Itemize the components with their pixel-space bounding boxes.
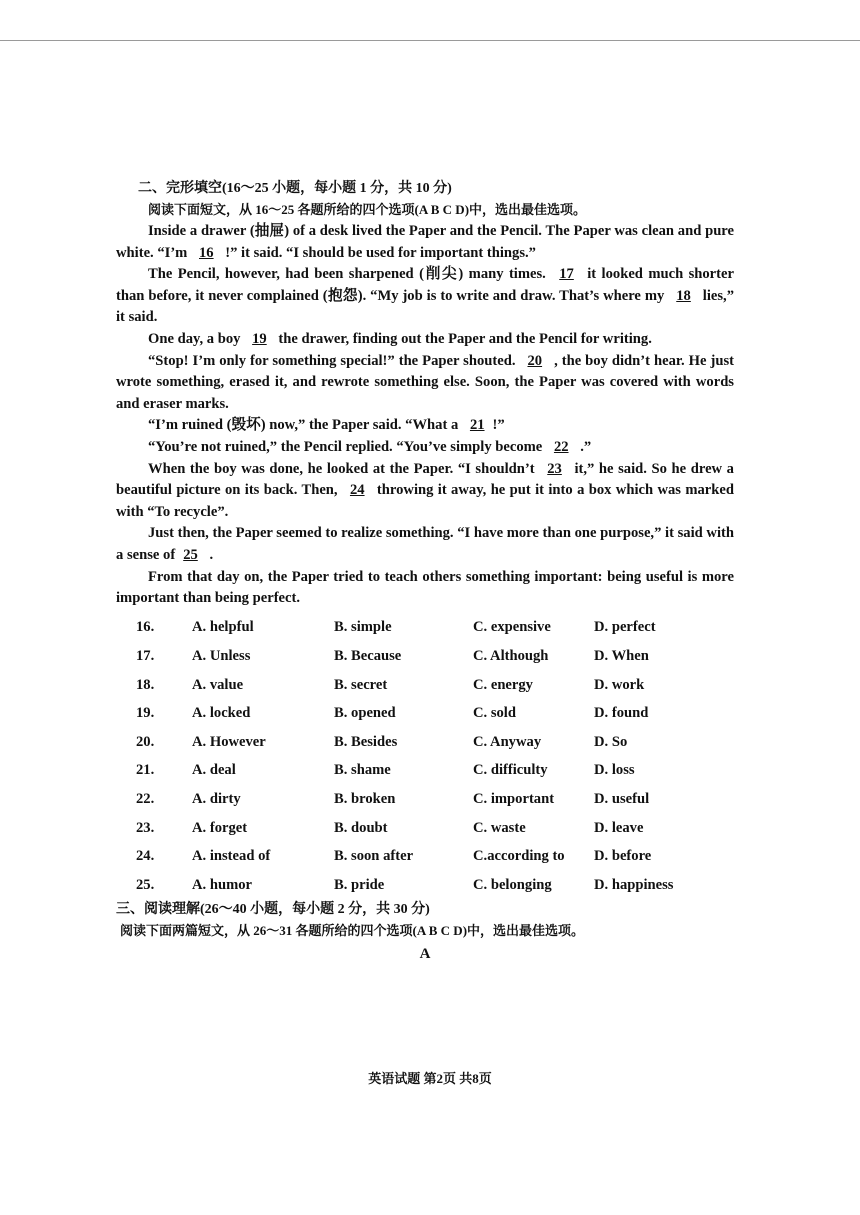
page-footer: 英语试题 第2页 共8页 [368, 1071, 492, 1086]
question-number: 24. [136, 848, 155, 865]
option-d: D. loss [594, 762, 635, 779]
option-a: A. However [192, 733, 266, 750]
question-number: 18. [136, 676, 155, 693]
passage-paragraph-8: Just then, the Paper seemed to realize something. “I have more than one purpose,” it said with a sense of 25 . [116, 523, 734, 566]
scan-border-line [0, 40, 860, 41]
option-b: B. soon after [334, 848, 414, 865]
blank-17: 17 [559, 266, 574, 283]
option-d: D. before [594, 848, 652, 865]
question-number: 25. [136, 876, 155, 893]
option-c: C. energy [473, 676, 533, 693]
option-row-23 [116, 814, 734, 843]
blank-20: 20 [527, 352, 543, 369]
option-row-16 [116, 614, 734, 643]
passage-paragraph-5: “I’m ruined (毁坏) now,” the Paper said. “What a 21 !” [116, 415, 734, 437]
option-b: B. Besides [334, 733, 398, 750]
option-d: D. work [594, 676, 645, 693]
option-b: B. broken [334, 791, 396, 808]
option-a: A. humor [192, 876, 252, 893]
option-row-17 [116, 642, 734, 671]
option-b: B. Because [334, 648, 402, 665]
passage-paragraph-1: Inside a drawer (抽屉) of a desk lived the Paper and the Pencil. The Paper was clean and pure white. “I’m 16 !” it said. “I should be used for important things.” [116, 221, 734, 264]
option-b: B. doubt [334, 819, 388, 836]
option-a: A. helpful [192, 619, 254, 636]
option-d: D. When [594, 648, 649, 665]
option-d: D. leave [594, 819, 644, 836]
option-a: A. forget [192, 819, 248, 836]
option-row-22 [116, 785, 734, 814]
option-row-24 [116, 842, 734, 871]
option-c: C. difficulty [473, 762, 548, 779]
cloze-passage [116, 221, 734, 610]
option-row-19 [116, 699, 734, 728]
question-number: 23. [136, 819, 155, 836]
exam-page [116, 178, 734, 963]
option-row-21 [116, 757, 734, 786]
option-row-25 [116, 871, 734, 900]
blank-19: 19 [252, 330, 267, 347]
option-d: D. So [594, 733, 628, 750]
option-a: A. value [192, 676, 244, 693]
option-d: D. perfect [594, 619, 656, 636]
passage-paragraph-3: One day, a boy 19 the drawer, finding out the Paper and the Pencil for writing. [116, 329, 734, 351]
answer-options [116, 614, 734, 900]
option-a: A. locked [192, 705, 251, 722]
passage-paragraph-9: From that day on, the Paper tried to teach others something important: being useful is more important than being perfect. [116, 568, 734, 607]
option-c: C. Anyway [473, 733, 542, 750]
option-b: B. pride [334, 876, 385, 893]
question-number: 19. [136, 705, 155, 722]
section2-title: 二、完形填空(16～25 小题，每小题 1 分，共 10 分) [138, 181, 452, 196]
blank-21: 21 [469, 417, 485, 434]
question-number: 22. [136, 791, 155, 808]
option-a: A. instead of [192, 848, 271, 865]
blank-23: 23 [547, 460, 562, 477]
option-b: B. secret [334, 676, 388, 693]
option-d: D. useful [594, 791, 650, 808]
option-d: D. found [594, 705, 649, 722]
option-c: C.according to [473, 848, 565, 865]
section2-instruction: 阅读下面短文，从 16～25 各题所给的四个选项(A B C D)中，选出最佳选项。 [148, 202, 587, 217]
section3-instruction: 阅读下面两篇短文，从 26～31 各题所给的四个选项(A B C D)中，选出最佳选项。 [120, 922, 585, 938]
question-number: 17. [136, 648, 155, 665]
option-d: D. happiness [594, 876, 674, 893]
option-a: A. deal [192, 762, 236, 779]
option-c: C. expensive [473, 619, 551, 636]
option-b: B. simple [334, 619, 392, 636]
option-a: A. Unless [192, 648, 251, 665]
question-number: 21. [136, 762, 155, 779]
option-b: B. opened [334, 705, 396, 722]
option-c: C. belonging [473, 876, 552, 893]
option-row-18 [116, 671, 734, 700]
blank-18: 18 [676, 287, 691, 304]
passage-label-a: A [419, 945, 431, 962]
blank-24: 24 [349, 482, 365, 499]
option-c: C. important [473, 791, 555, 808]
blank-22: 22 [553, 438, 569, 455]
option-c: C. sold [473, 705, 516, 722]
question-number: 20. [136, 733, 155, 750]
passage-paragraph-2: The Pencil, however, had been sharpened (削尖) many times. 17 it looked much shorter than before, it never complained (抱怨). “My job is to write and draw. That’s where my 18 lies,” it said. [116, 266, 734, 326]
option-c: C. waste [473, 819, 526, 836]
section3-title: 三、阅读理解(26～40 小题，每小题 2 分，共 30 分) [116, 901, 430, 917]
option-row-20 [116, 728, 734, 757]
blank-25: 25 [183, 546, 198, 563]
blank-16: 16 [199, 244, 214, 261]
passage-paragraph-4: “Stop! I’m only for something special!” the Paper shouted. 20 , the boy didn’t hear. He just wrote something, erased it, and rewrote something else. Soon, the Paper was covered with words and eraser marks. [116, 352, 734, 412]
option-a: A. dirty [192, 791, 241, 808]
passage-paragraph-6: “You’re not ruined,” the Pencil replied. “You’ve simply become 22 .” [116, 437, 734, 459]
passage-paragraph-7: When the boy was done, he looked at the Paper. “I shouldn’t 23 it,” he said. So he drew a beautiful picture on its back. Then, 24 throwing it away, he put it into a box which was marked with “To recycle”. [116, 460, 734, 520]
question-number: 16. [136, 619, 155, 636]
option-c: C. Although [473, 648, 549, 665]
option-b: B. shame [334, 762, 391, 779]
